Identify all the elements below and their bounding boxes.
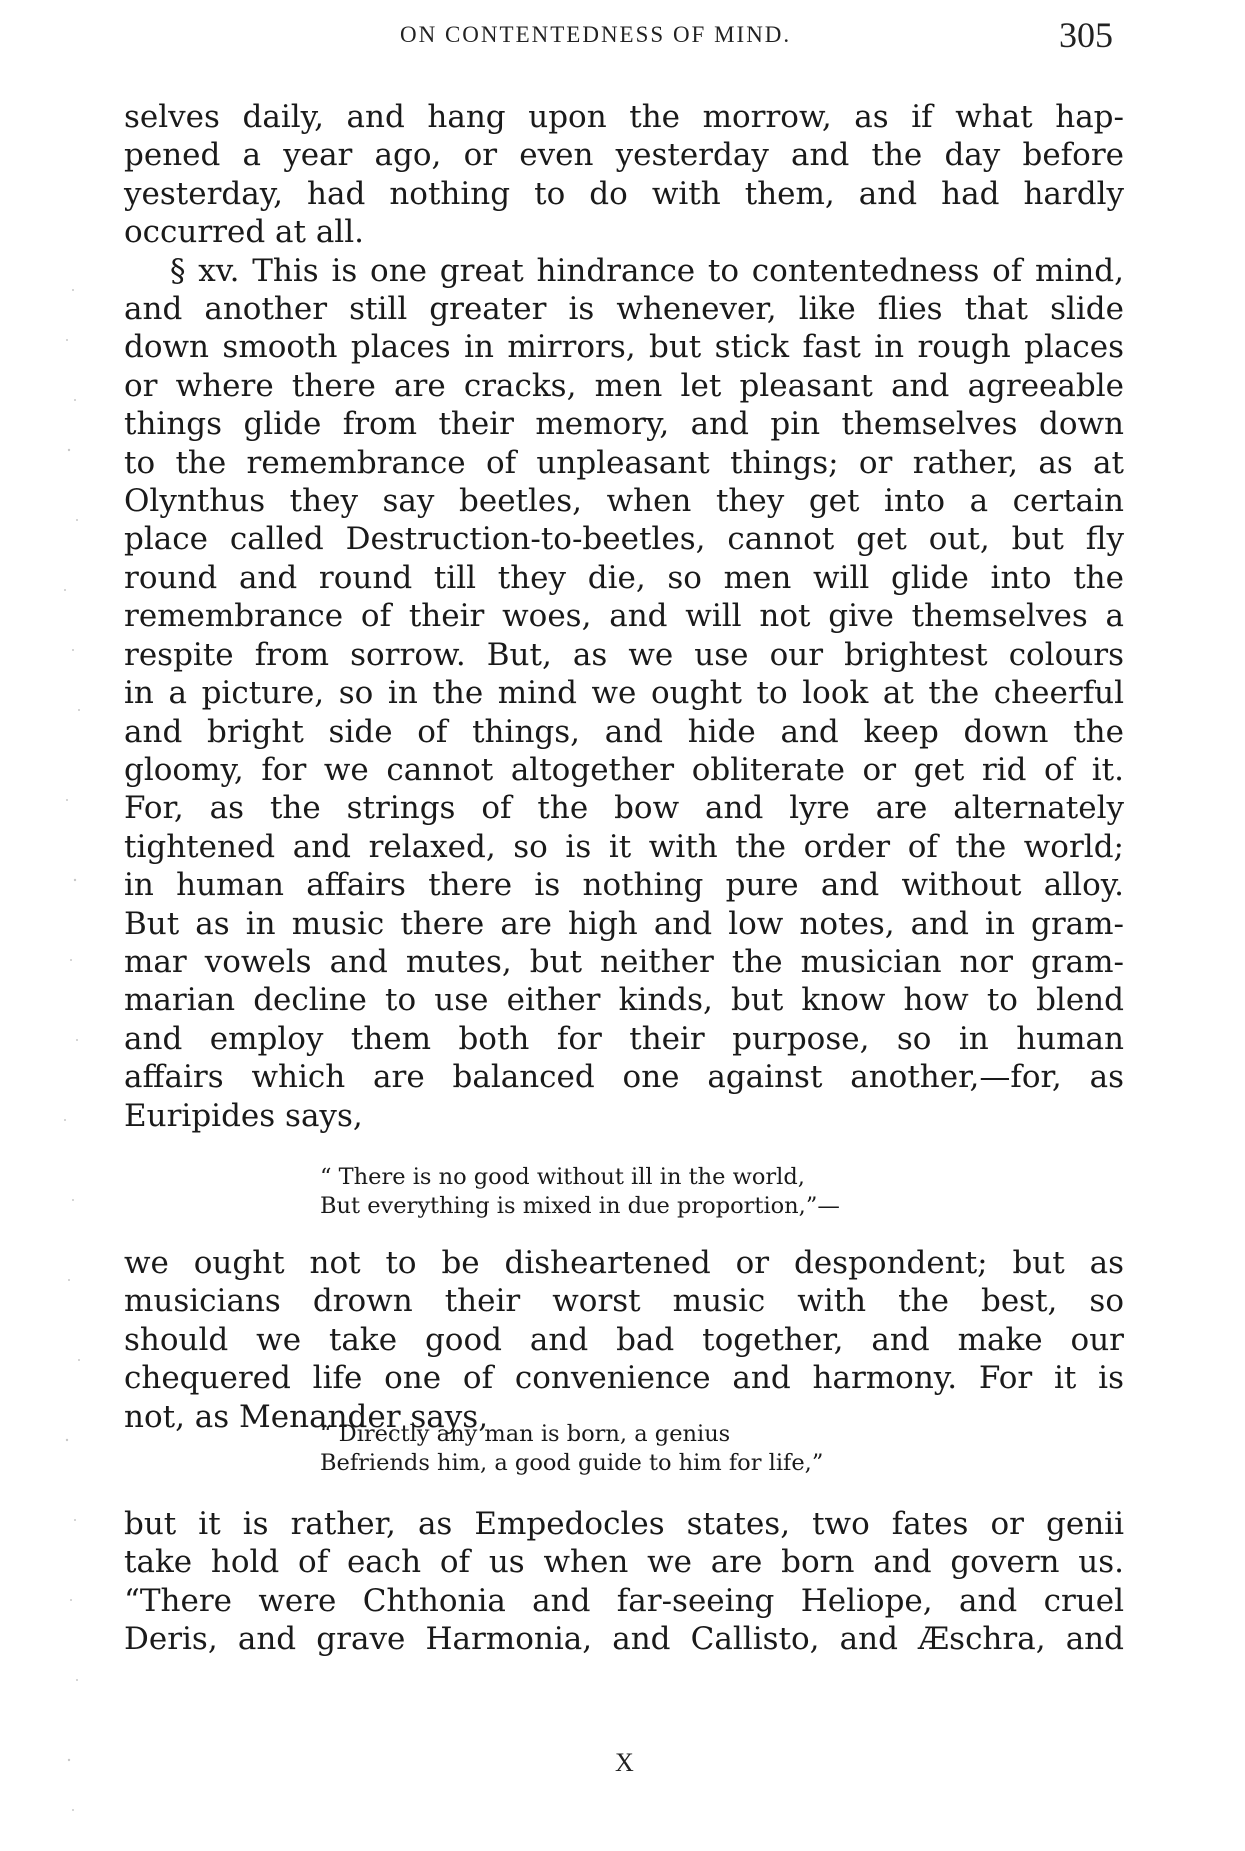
text-line: Deris, and grave Harmonia, and Callisto, and Æschra, and [124,1621,1124,1658]
printer-signature: X [615,1748,634,1777]
text-line: mar vowels and mutes, but neither the musician nor gram- [124,943,1124,980]
text-line: For, as the strings of the bow and lyre are alternately [124,790,1124,827]
section-xv-start: § xv. This is one great hindrance to contentedness of mind, [170,252,1124,289]
quote-line: Befriends him, a good guide to him for life,” [320,1450,824,1476]
text-line: tightened and relaxed, so is it with the order of the world; [124,828,1124,865]
paragraph-final [124,1505,1124,1659]
text-line: not, as Menander says, [124,1398,489,1435]
page-number: 305 [1059,15,1113,55]
quote-line: “ There is no good without ill in the world, [320,1164,805,1190]
text-line: and employ them both for their purpose, so in human [124,1020,1124,1057]
text-line: things glide from their memory, and pin themselves down [124,406,1124,443]
text-line: marian decline to use either kinds, but know how to blend [124,982,1124,1019]
text-line: in human affairs there is nothing pure and without alloy. [124,867,1124,904]
paragraph-main [124,98,1124,1135]
scan-speckle-decoration [55,280,115,1840]
text-line: Olynthus they say beetles, when they get into a certain [124,483,1124,520]
text-line: gloomy, for we cannot altogether obliterate or get rid of it. [124,751,1124,788]
text-line: should we take good and bad together, and make our [124,1321,1124,1358]
text-line: affairs which are balanced one against another,—for, as [124,1059,1124,1096]
text-line: But as in music there are high and low notes, and in gram- [124,905,1124,942]
text-line: “There were Chthonia and far-seeing Heliope, and cruel [124,1582,1124,1619]
text-line: but it is rather, as Empedocles states, two fates or genii [124,1506,1124,1542]
text-line: remembrance of their woes, and will not give themselves a [124,598,1124,635]
text-line: we ought not to be disheartened or despondent; but as [124,1245,1124,1281]
text-line: and another still greater is whenever, like flies that slide [124,291,1124,328]
euripides-quote [320,1163,840,1221]
text-line: round and round till they die, so men will glide into the [124,559,1124,596]
text-line: occurred at all. [124,214,364,251]
text-line: to the remembrance of unpleasant things; or rather, as at [124,444,1124,481]
quote-line: “ Directly any man is born, a genius [320,1421,731,1447]
text-line: take hold of each of us when we are born and govern us. [124,1544,1124,1581]
paragraph-continued [124,1244,1124,1436]
text-line: Euripides says, [124,1097,363,1134]
text-line: yesterday, had nothing to do with them, and had hardly [124,175,1124,212]
text-line: in a picture, so in the mind we ought to look at the cheerful [124,675,1124,712]
text-line: pened a year ago, or even yesterday and the day before [124,137,1124,174]
quote-line: But everything is mixed in due proportion,”— [320,1193,840,1219]
text-line: down smooth places in mirrors, but stick fast in rough places [124,329,1124,366]
menander-quote [320,1420,823,1478]
text-line: respite from sorrow. But, as we use our brightest colours [124,636,1124,673]
text-line: place called Destruction-to-beetles, cannot get out, but fly [124,521,1124,558]
text-line: chequered life one of convenience and harmony. For it is [124,1360,1124,1397]
running-title: ON CONTENTEDNESS OF MIND. [400,22,792,47]
text-line: and bright side of things, and hide and keep down the [124,713,1124,750]
text-line: selves daily, and hang upon the morrow, as if what hap- [124,99,1124,135]
text-line: or where there are cracks, men let pleasant and agreeable [124,367,1124,404]
text-line: musicians drown their worst music with the best, so [124,1283,1124,1320]
